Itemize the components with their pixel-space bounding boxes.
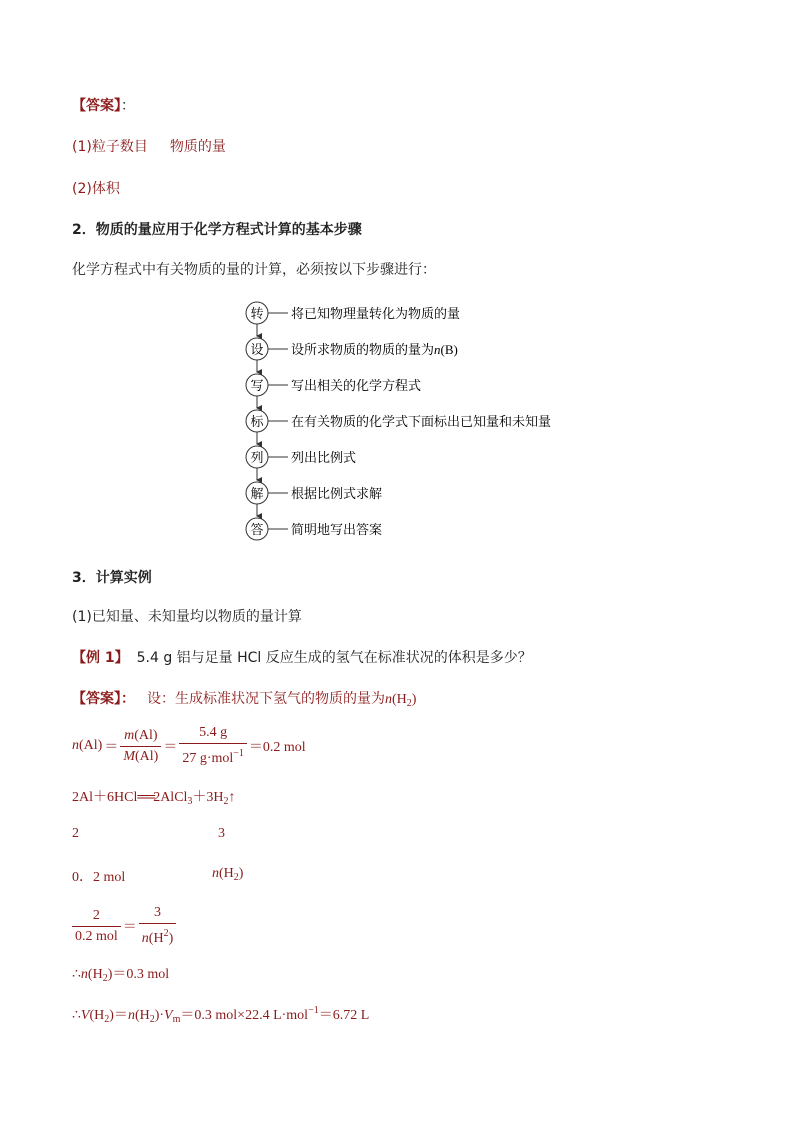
answer-index: (2)	[72, 181, 92, 197]
step-char: 设	[250, 343, 264, 358]
flow-step	[246, 338, 458, 360]
chemical-equation: $2Al+6HCl══2AlCl_3+3H_2↑$	[72, 790, 236, 807]
step-char: 标	[250, 415, 264, 430]
fraction: $\frac{2}{\text{0.2 mol}}$	[72, 907, 121, 946]
subsection-1-title: (1)已知量、未知量均以物质的量计算	[72, 609, 302, 625]
amount-a: 0．2 mol	[72, 870, 126, 885]
step-char: 列	[250, 451, 264, 466]
equals: ＝	[122, 920, 137, 935]
answer-text: 设：生成标准状况下氢气的物质的量为	[147, 691, 385, 707]
answer-line-1	[72, 136, 226, 156]
step-desc: 根据比例式求解	[291, 487, 383, 502]
step-desc: 将已知物理量转化为物质的量	[291, 307, 461, 322]
coef-a: 2	[72, 826, 79, 841]
flow-step	[246, 446, 356, 468]
coef-b: 3	[218, 826, 225, 841]
paren-formula: $(H_2)$	[392, 692, 417, 709]
step-desc: 写出相关的化学方程式	[291, 379, 422, 394]
example-1	[72, 647, 532, 667]
step-char: 答	[250, 523, 264, 538]
section-3-title: 3．计算实例	[72, 570, 152, 586]
answer-text: 物质的量	[169, 139, 226, 155]
step-desc: 在有关物质的化学式下面标出已知量和未知量	[291, 415, 552, 430]
answer-text: 粒子数目	[91, 139, 148, 155]
steps-flowchart	[240, 300, 560, 542]
answer-text: 体积	[91, 181, 120, 197]
flow-step	[246, 518, 382, 540]
step-desc: 列出比例式	[291, 451, 357, 466]
var-n: n	[385, 692, 392, 707]
answer-colon: ：	[121, 98, 135, 114]
fraction: $\frac{m(Al)}{M(Al)}$	[120, 727, 161, 766]
step-desc: 设所求物质的物质的量为n(B)	[291, 342, 458, 358]
answer-label: 【答案】	[72, 98, 121, 114]
flow-step	[246, 410, 551, 432]
answer-heading	[72, 95, 135, 115]
step-char: 写	[250, 379, 264, 394]
calc-lhs: n(Al)	[72, 738, 103, 753]
example-label: 【例 1】	[72, 650, 129, 666]
flow-step	[246, 374, 421, 396]
calc-line-1	[72, 724, 306, 768]
calc-result: ＝0.2 mol	[248, 740, 306, 755]
section-2-title: 2．物质的量应用于化学方程式计算的基本步骤	[72, 222, 362, 238]
result-line-2: $\therefore V(H_2)=n(H_2)\cdot V_m=0.3$ mol×22.4 L·mol$^{-1}$＝6.72 L	[72, 1005, 370, 1025]
step-char: 解	[250, 487, 264, 502]
amount-b: $n(H_2)$	[212, 866, 244, 883]
flow-step	[246, 482, 382, 504]
equals: ＝	[163, 740, 178, 755]
step-desc: 简明地写出答案	[291, 523, 383, 538]
example-question: 5.4 g 铝与足量 HCl 反应生成的氢气在标准状况的体积是多少？	[136, 650, 532, 666]
answer-line-2	[72, 178, 120, 198]
result-line-1: $\therefore n(H_2)=0.3$ mol	[72, 967, 170, 984]
flow-step	[246, 302, 460, 324]
ratio-equation	[72, 904, 176, 948]
answer-index: (1)	[72, 139, 92, 155]
fraction: $\frac{5.4 g}{27 g\cdot mol^{-1}}$	[179, 724, 247, 768]
example-answer	[72, 688, 416, 709]
intro-text: 化学方程式中有关物质的量的计算，必须按以下步骤进行：	[72, 262, 436, 278]
fraction: $\frac{3}{n(H^2)}$	[139, 904, 176, 948]
step-char: 转	[250, 307, 264, 322]
equals: ＝	[104, 740, 119, 755]
answer-label: 【答案】：	[72, 691, 135, 707]
